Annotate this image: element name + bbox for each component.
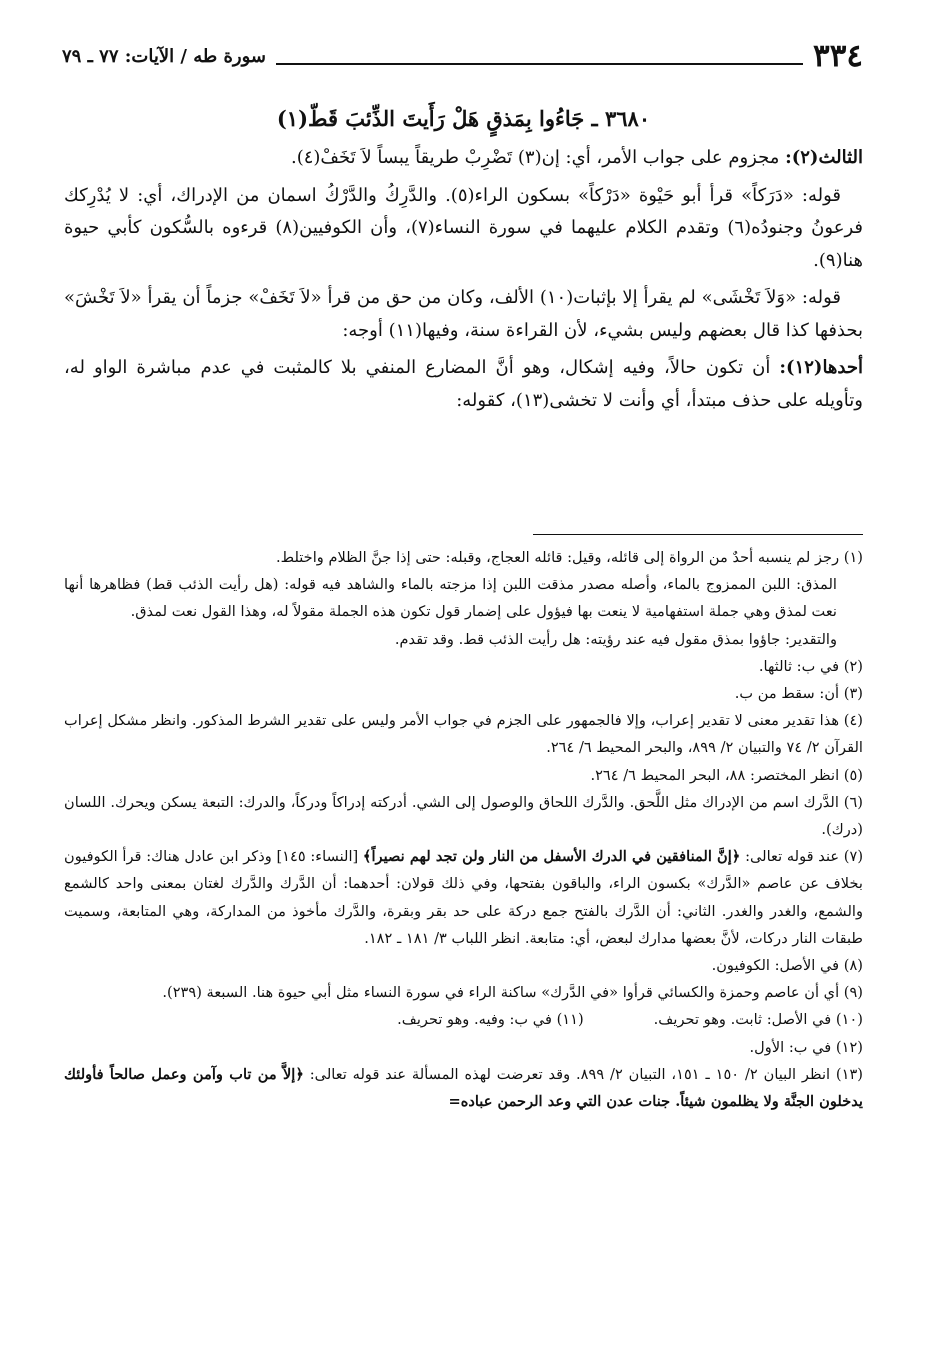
footnote-1: (١) رجز لم ينسبه أحدٌ من الرواة إلى قائله، وقيل: قائله العجاج، وقبله: حتى إذا جنَّ الظلام واختلط. (275, 549, 863, 566)
footnotes (64, 544, 863, 1115)
footnote-13-quran: ﴿إلاَّ من تاب وآمن وعمل صالحاً فأولئك يدخلون الجنَّة ولا يظلمون شيئاً. جنات عدن التي وعد الرحمن عباده= (64, 1065, 863, 1111)
page-number: ٣٣٤ (813, 38, 863, 74)
footnote-11: (١١) في ب: وفيه. وهو تحريف. (397, 1011, 584, 1029)
paragraph-text: قوله: «دَرَكاً» قرأ أبو حَيْوة «دَرْكاً» بسكون الراء(٥). والدَّرِكُ والدَّرْكُ اسمان من الإدراك، أي: لا يُدْرِكك فرعونُ وجنودُه(٦) وتقدم الكلام عليهما في سورة النساء(٧)، وأن الكوفيين(٨) قرءوه بالسُّكون كأبي حيوة هنا(٩). (64, 184, 863, 271)
footnotes-10-11 (64, 1006, 863, 1033)
footnote-7-intro: (٧) عند قوله تعالى: (740, 848, 864, 866)
footnote-10: (١٠) في الأصل: ثابت. وهو تحريف. (653, 1011, 863, 1029)
page-header (62, 36, 863, 76)
paragraph (64, 282, 863, 347)
paragraph-text: مجزوم على جواب الأمر، أي: إن(٣) تَضْرِبْ طريقاً يبساً لاَ تَخَفْ(٤). (290, 147, 786, 168)
verse-title: ٣٦٨٠ ـ جَاءُوا بِمَذقٍ هَلْ رَأَيتَ الذِّئبَ قَطّ(١) (276, 106, 651, 131)
paragraph (64, 142, 863, 175)
footnote-7-body: [النساء: ١٤٥] وذكر ابن عادل هناك: قرأ الكوفيون بخلاف عن عاصم «الدَّرك» بكسون الراء، والباقون بفتحها، وفي ذلك قولان: أحدهما: أن الدَّرك والدَّرك لغتان بمعنى واحد كالشمع والشمع، والغدر والغدر. الثاني: أن الدَّرك بالفتح جمع دركة على حد بقر وبقرة، والدَّرك مأخوذ من المداركة، وهي المتابعة، وسميت طبقات النار دركات، لأنَّ بعضها مدارك لبعض، أي: متابعة. انظر اللباب ٣/ ١٨١ ـ ١٨٢. (64, 848, 863, 947)
footnote-7 (64, 843, 863, 952)
footnote-separator (533, 534, 863, 535)
footnote-1-estimate: والتقدير: جاؤوا بمذق مقول فيه عند رؤيته: هل رأيت الذئب قط. وقد تقدم. (394, 630, 837, 648)
paragraph (64, 180, 863, 278)
footnote-4: (٤) هذا تقدير معنى لا تقدير إعراب، وإلا فالجمهور على الجزم في جواب الأمر وليس على تقدير الشرط المذكور. وانظر مشكل إعراب القرآن ٢/ ٧٤ والتبيان ٢/ ٨٩٩، والبحر المحيط ٦/ ٢٦٤. (64, 712, 863, 757)
footnote-6: (٦) الدَّرك اسم من الإدراك مثل اللَّحق. والدَّرك اللحاق والوصول إلى الشي. أدركته إدراكاً ودركاً، والدرك: التبعة يسكن ويحرك. اللسان (درك). (64, 793, 863, 839)
footnote-12: (١٢) في ب: الأول. (749, 1038, 863, 1056)
footnote-13-intro: (١٣) انظر البيان ٢/ ١٥٠ ـ ١٥١، التبيان ٢/ ٨٩٩. وقد تعرضت لهذه المسألة عند قوله تعالى: (303, 1065, 863, 1083)
footnote-9: (٩) أي أن عاصم وحمزة والكسائي قرأوا «في الدَّرك» ساكنة الراء في سورة النساء مثل أبي حيوة هنا. السبعة (٢٣٩). (162, 984, 863, 1002)
footnote-3: (٣) أن: سقط من ب. (734, 685, 863, 703)
main-text (64, 100, 863, 422)
surah-label: سورة طه / الآيات: ٧٧ ـ ٧٩ (62, 45, 266, 67)
footnote-1-gloss: المذق: اللبن الممزوج بالماء، وأصله مصدر مذقت اللبن إذا مزجته بالماء والشاهد فيه قوله: (هل رأيت الذئب قط) فظاهرها أنها نعت لمذق وهي جملة استفهامية لا ينعت بها فيؤول على إضمار قول تكون هذه الجملة مقولاً له، وهذا القول نعت لمذق. (64, 576, 837, 621)
footnote-7-quran: ﴿إنَّ المنافقين في الدرك الأسفل من النار ولن تجد لهم نصيراً﴾ (362, 848, 741, 866)
paragraph-lead: الثالث(٢): (785, 147, 863, 168)
footnote-2: (٢) في ب: ثالثها. (758, 657, 863, 675)
paragraph-text: قوله: «وَلاَ تَخْشَى» لم يقرأ إلا بإثبات(١٠) الألف، وكان من حق من قرأ «لاَ تَخَفْ» جزماً أن يقرأ «لاَ تَخْشَ» بحذفها كذا قال بعضهم وليس بشيء، لأن القراءة سنة، وفيها(١١) أوجه: (64, 287, 863, 341)
footnote-8: (٨) في الأصل: الكوفيون. (711, 957, 863, 975)
header-rule (276, 63, 803, 65)
paragraph-text: أن تكون حالاً، وفيه إشكال، وهو أنَّ المضارع المنفي بلا كالمثبت في عدم مباشرة الواو له، وتأويله على حذف مبتدأ، أي وأنت لا تخشى(١٣)، كقوله: (64, 357, 863, 411)
paragraph (64, 352, 863, 417)
paragraph-lead: أحدها(١٢): (779, 357, 863, 378)
footnote-13 (64, 1061, 863, 1115)
footnote-5: (٥) انظر المختصر: ٨٨، البحر المحيط ٦/ ٢٦٤. (590, 766, 863, 784)
